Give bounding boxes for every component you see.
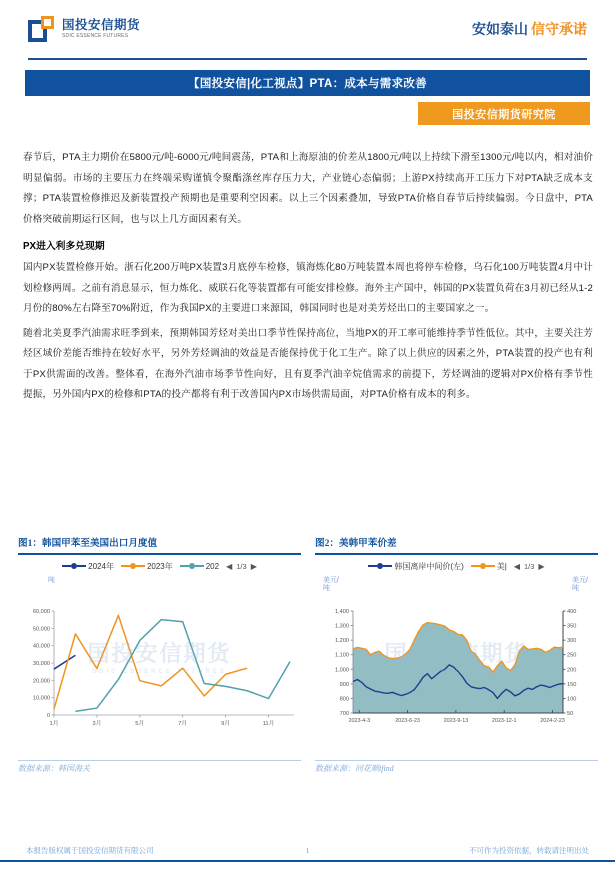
company-logo-icon [28, 16, 54, 42]
section-heading-px: PX进入利多兑现期 [23, 241, 105, 252]
svg-text:1,200: 1,200 [335, 637, 349, 644]
svg-text:20,000: 20,000 [32, 677, 50, 684]
research-institute-badge: 国投安信期货研究院 [418, 102, 590, 125]
svg-text:50,000: 50,000 [32, 625, 50, 632]
svg-text:50: 50 [567, 710, 574, 717]
legend-item-2022[interactable] [180, 562, 219, 571]
svg-text:2024-2-23: 2024-2-23 [540, 717, 565, 724]
logo-company-name-cn: 国投安信期货 [62, 18, 141, 33]
page-header [0, 0, 615, 58]
svg-text:2023-6-23: 2023-6-23 [395, 717, 420, 724]
svg-text:100: 100 [567, 695, 577, 702]
svg-text:900: 900 [339, 681, 349, 688]
chart-1-block [18, 535, 301, 805]
legend-label-2024: 2024年 [88, 561, 114, 571]
svg-text:300: 300 [567, 637, 577, 644]
svg-text:700: 700 [339, 710, 349, 717]
svg-text:250: 250 [567, 652, 577, 659]
logo-company-name-en: SDIC ESSENCE FUTURES [62, 32, 129, 39]
chart-2-block [315, 535, 598, 805]
svg-text:7月: 7月 [178, 720, 188, 727]
chart-1-legend [18, 561, 301, 572]
brand-logo [28, 16, 140, 42]
next-page-icon[interactable]: ▶ [250, 561, 257, 571]
chart-1-title: 图1：韩国甲苯至美国出口月度值 [18, 538, 158, 549]
chart-1-pager[interactable] [226, 562, 257, 571]
legend-label-2022: 202 [205, 561, 220, 571]
paragraph-3: 随着北美夏季汽油需求旺季到来，预期韩国芳烃对美出口季节性保持高位，当地PX的开工率可能维持季节性低位。其中，主要关注芳烃区域价差能否维持在较好水平，另外芳烃调油的效益是否能保持优于化工生产。除了以上供应的因素之外，PTA装置的投产也有利于PX供需面的改善。整体看，在海外汽油市场季节性向好，且有夏季汽油辛烷值需求的前提下，芳烃调油的逻辑对PX价格有季节性提振，另外国内PX的检修和PTA的投产都将有利于改善国内PX市场供需局面，对PTA价格有成本的利多。 [23, 327, 593, 400]
svg-text:2023-9-13: 2023-9-13 [443, 717, 469, 724]
svg-text:11月: 11月 [262, 720, 275, 727]
logo-text [62, 19, 140, 39]
footer-divider [0, 860, 615, 862]
report-body [23, 148, 593, 410]
svg-text:1,000: 1,000 [335, 666, 349, 673]
prev-page-icon[interactable]: ◀ [226, 561, 233, 571]
legend-item-2023[interactable] [121, 561, 173, 572]
svg-text:200: 200 [567, 666, 577, 673]
chart-2-y-unit-left: 美元/吨 [323, 576, 339, 592]
svg-text:150: 150 [567, 681, 577, 688]
legend-label-us: 美| [496, 561, 507, 571]
watermark-cn: 国投安信期货 [87, 641, 232, 666]
chart-2-body [315, 555, 598, 758]
svg-text:2023-12-1: 2023-12-1 [491, 717, 517, 724]
chart-1-source: 数据来源：韩国海关 [18, 763, 90, 773]
chart-2-svg [315, 555, 598, 758]
chart-1-svg [18, 555, 301, 758]
header-divider [28, 58, 587, 60]
svg-text:350: 350 [567, 623, 577, 630]
slogan-part-orange: 信守承诺 [531, 21, 587, 37]
slogan-part-blue: 安如泰山 [472, 21, 528, 37]
chart-1-y-unit: 吨 [48, 576, 55, 584]
watermark-en: SDIC ESSENCE FUTURES [389, 669, 524, 675]
company-slogan [472, 19, 587, 39]
svg-text:30,000: 30,000 [32, 660, 50, 667]
footer-copyright: 本报告版权属于国投安信期货有限公司 [26, 846, 154, 855]
legend-label-korea-fob: 韩国离岸中间价(左) [394, 561, 464, 571]
footer-disclaimer: 不可作为投资依据，转载请注明出处 [469, 846, 589, 855]
report-title-banner: 【国投安信|化工视点】PTA：成本与需求改善 [25, 70, 590, 96]
legend-item-us[interactable] [471, 561, 507, 572]
chart-2-title: 图2：美韩甲苯价差 [315, 538, 397, 549]
watermark-en: SDIC ESSENCE FUTURES [92, 669, 227, 675]
legend-label-2023: 2023年 [146, 561, 173, 571]
svg-text:60,000: 60,000 [32, 608, 50, 615]
chart-1-page-indicator: 1/3 [236, 561, 247, 571]
chart-2-y-unit-right: 美元/吨 [572, 576, 588, 592]
svg-text:1月: 1月 [49, 720, 59, 727]
watermark-cn: 国投安信期货 [384, 641, 529, 666]
paragraph-1: 春节后，PTA主力期价在5800元/吨-6000元/吨间震荡，PTA和上海原油的价差从1800元/吨以上持续下滑至1300元/吨以内，相对油价明显偏弱。市场的主要压力在终端采购谨慎令聚酯涤丝库存压力大，产业链心态偏弱；上游PX持续高开工压力下对PTA缺乏成本支撑；PTA装置检修推迟及新装置投产预期也是重要利空因素。以上三个因素叠加，导致PTA价格自春节后持续偏弱。今日盘中，PTA价格突破前期运行区间，也与以上几方面因素有关。 [23, 152, 593, 225]
chart-1-source-divider [18, 760, 301, 761]
svg-text:9月: 9月 [221, 720, 231, 727]
prev-page-icon[interactable]: ◀ [513, 561, 520, 571]
chart-2-page-indicator: 1/3 [523, 561, 535, 571]
charts-row [18, 535, 598, 805]
svg-text:3月: 3月 [92, 720, 102, 727]
chart-2-source-divider [315, 760, 598, 761]
page-footer [0, 845, 615, 856]
chart-2-source: 数据来源：同花顺ifind [315, 763, 394, 773]
svg-text:40,000: 40,000 [32, 643, 50, 650]
svg-text:1,400: 1,400 [335, 608, 349, 615]
paragraph-2: 国内PX装置检修开始。浙石化200万吨PX装置3月底停车检修，镇海炼化80万吨装置本周也将停车检修，乌石化100万吨装置4月中计划检修两周。之前有消息显示，恒力炼化、威联石化等装置都有可能安排检修。海外主产国中，韩国的PX装置负荷在3月初已经从1-2月份的80%左右降至70%附近，作为我国PX的主要进口来源国，韩国同时也是对美芳烃出口的主要国家之一。 [23, 262, 593, 314]
footer-page-number: 1 [305, 846, 310, 855]
svg-text:800: 800 [339, 695, 349, 702]
legend-item-2024[interactable] [62, 561, 114, 572]
next-page-icon[interactable]: ▶ [538, 561, 545, 571]
svg-text:1,100: 1,100 [335, 652, 349, 659]
svg-text:2023-4-3: 2023-4-3 [348, 717, 371, 724]
svg-text:1,300: 1,300 [335, 623, 349, 630]
legend-item-korea-fob[interactable] [368, 561, 463, 572]
chart-2-legend [315, 561, 598, 572]
svg-text:10,000: 10,000 [32, 695, 50, 702]
chart-1-body [18, 555, 301, 758]
svg-text:0: 0 [46, 712, 50, 719]
svg-text:400: 400 [567, 608, 577, 615]
chart-2-pager[interactable] [514, 562, 545, 571]
svg-text:5月: 5月 [135, 720, 145, 727]
